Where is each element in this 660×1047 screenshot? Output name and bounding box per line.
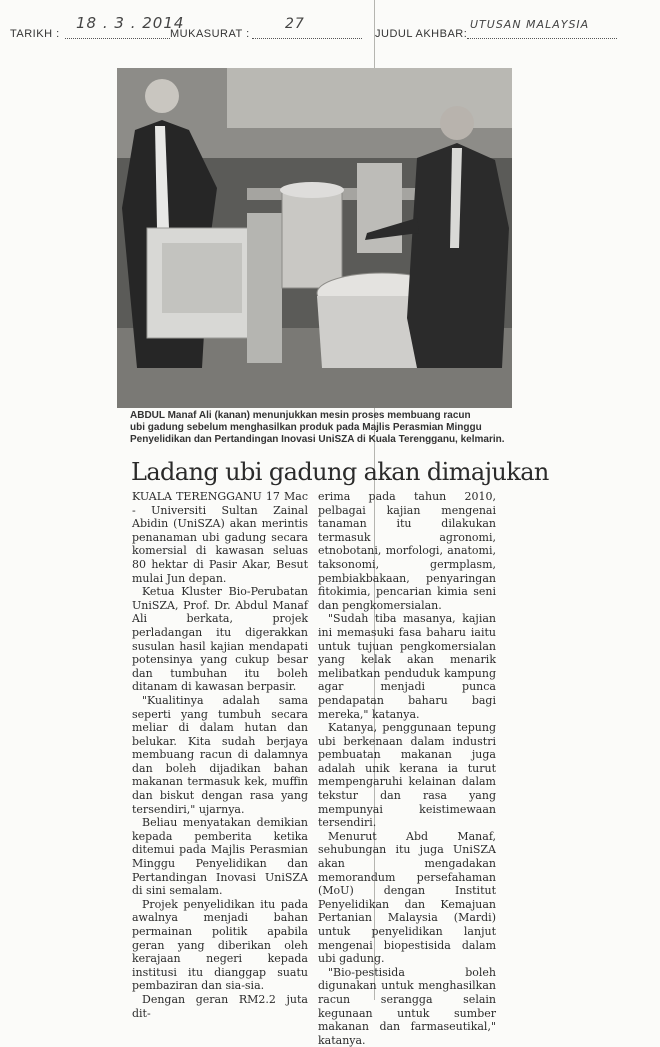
article-paragraph: "Kualitinya adalah sama seperti yang tumbuh secara meliar di dalam hutan dan belukar. Kita sudah berjaya membuang racun di dalamnya dan boleh dijadikan bahan makanan termasuk kek, muffin dan biskut dengan rasa yang tersendiri," ujarnya. [132,693,308,816]
article-paragraph: KUALA TERENGGANU 17 Mac - Universiti Sultan Zainal Abidin (UniSZA) akan merintis penanaman ubi gadung secara komersial di kawasan seluas 80 hektar di Pasir Akar, Besut mulai Jun depan. [132,490,308,585]
clipping-header [10,14,650,40]
caption-line: ubi gadung sebelum menghasilkan produk pada Majlis Perasmian Minggu [130,422,482,433]
article-column-2 [318,490,496,1047]
article-paragraph: "Bio-pestisida boleh digunakan untuk menghasilkan racun serangga selain kegunaan untuk sumber makanan dan farmaseutikal," katanya. [318,965,496,1047]
tarikh-value: 18 . 3 . 2014 [76,14,185,32]
news-photo-drawing [117,68,512,408]
article-paragraph: erima pada tahun 2010, pelbagai kajian mengenai tanaman itu dilakukan termasuk agronomi, etnobotani, morfologi, anatomi, taksonomi, germplasm, pembiakbakaan, penyaringan fitokimia, pencarian kimia seni dan pengkomersialan. [318,490,496,612]
article-paragraph: Beliau menyatakan demikian kepada pemberita ketika ditemui pada Majlis Perasmian Minggu Penyelidikan dan Pertandingan Inovasi UniSZA di sini semalam. [132,816,308,898]
caption-line: ABDUL Manaf Ali (kanan) menunjukkan mesin proses membuang racun [130,410,471,421]
article-paragraph: Menurut Abd Manaf, sehubungan itu juga UniSZA akan mengadakan memorandum persefahaman (MoU) dengan Institut Penyelidikan dan Kemajuan Pertanian Malaysia (Mardi) untuk penyelidikan lanjut mengenai biopestisida dalam ubi gadung. [318,829,496,966]
article-paragraph: Katanya, penggunaan tepung ubi berkenaan dalam industri pembuatan makanan juga adalah unik kerana ia turut mempengaruhi kelainan dalam tekstur dan rasa yang mempunyai keistimewaan tersendiri. [318,721,496,830]
judul-akhbar-label: JUDUL AKHBAR: [375,28,468,40]
mukasurat-value: 27 [285,16,305,32]
judul-akhbar-value: UTUSAN MALAYSIA [470,18,590,31]
photo-caption [130,410,510,446]
article-paragraph: Projek penyelidikan itu pada awalnya menjadi bahan permainan politik apabila geran yang diberikan oleh kerajaan negeri kepada institusi itu dianggap suatu pembaziran dan sia-sia. [132,897,308,993]
mukasurat-line [252,24,362,39]
article-paragraph: Ketua Kluster Bio-Perubatan UniSZA, Prof. Dr. Abdul Manaf Ali berkata, projek perladangan itu digerakkan susulan hasil kajian mendapati potensinya yang cukup besar dan tumbuhan itu boleh ditanam di kawasan berpasir. [132,585,308,694]
tarikh-label: TARIKH : [10,28,60,40]
news-photo [117,68,512,408]
caption-line: Penyelidikan dan Pertandingan Inovasi UniSZA di Kuala Terengganu, kelmarin. [130,434,505,445]
article-paragraph: "Sudah tiba masanya, kajian ini memasuki fasa baharu iaitu untuk tujuan pengkomersialan yang kelak akan menarik melibatkan penduduk kampung agar menjadi punca pendapatan baharu bagi mereka," katanya. [318,612,496,721]
mukasurat-label: MUKASURAT : [170,28,250,40]
article-headline: Ladang ubi gadung akan dimajukan [131,458,549,486]
article-column-1 [132,490,308,1020]
article-paragraph: Dengan geran RM2.2 juta dit- [132,992,308,1020]
